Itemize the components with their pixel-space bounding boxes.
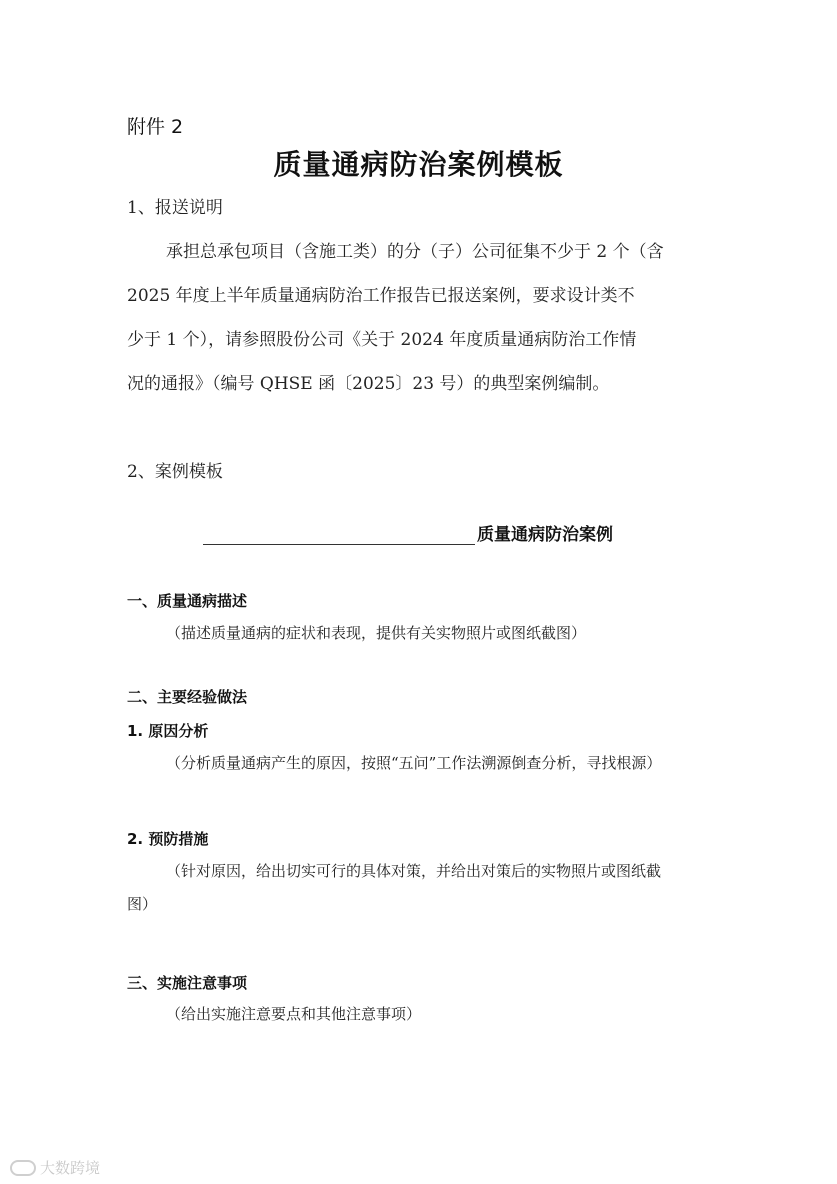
part3-note: （给出实施注意要点和其他注意事项）	[166, 1005, 422, 1023]
watermark	[10, 1157, 100, 1178]
part2-sub1-note: （分析质量通病产生的原因，按照“五问”工作法溯源倒查分析，寻找根源）	[166, 754, 662, 772]
part2-sub1-heading: 1. 原因分析	[127, 722, 209, 740]
case-title-blank-line	[203, 526, 475, 545]
part3-heading: 三、实施注意事项	[127, 974, 248, 992]
case-title-suffix: 质量通病防治案例	[477, 525, 613, 545]
section1-heading: 1、报送说明	[127, 198, 223, 218]
case-title	[203, 520, 613, 545]
attachment-label: 附件 2	[127, 116, 184, 138]
section1-line-1: 承担总承包项目（含施工类）的分（子）公司征集不少于 2 个（含	[166, 242, 664, 262]
section1-line-4: 况的通报》（编号 QHSE 函〔2025〕23 号）的典型案例编制。	[127, 374, 610, 394]
part1-heading: 一、质量通病描述	[127, 592, 248, 610]
watermark-text: 大数跨境	[40, 1159, 101, 1177]
part2-sub2-note-line-1: （针对原因，给出切实可行的具体对策，并给出对策后的实物照片或图纸截	[166, 862, 662, 880]
part2-sub2-note-line-2: 图）	[127, 895, 158, 913]
part2-heading: 二、主要经验做法	[127, 688, 248, 706]
page-title: 质量通病防治案例模板	[273, 148, 564, 181]
part1-note: （描述质量通病的症状和表现，提供有关实物照片或图纸截图）	[166, 624, 587, 642]
ic-logo-icon	[10, 1160, 36, 1176]
part2-sub2-heading: 2. 预防措施	[127, 830, 209, 848]
section1-line-3: 少于 1 个），请参照股份公司《关于 2024 年度质量通病防治工作情	[127, 330, 637, 350]
section1-line-2: 2025 年度上半年质量通病防治工作报告已报送案例，要求设计类不	[127, 286, 635, 306]
section2-heading: 2、案例模板	[127, 462, 223, 482]
